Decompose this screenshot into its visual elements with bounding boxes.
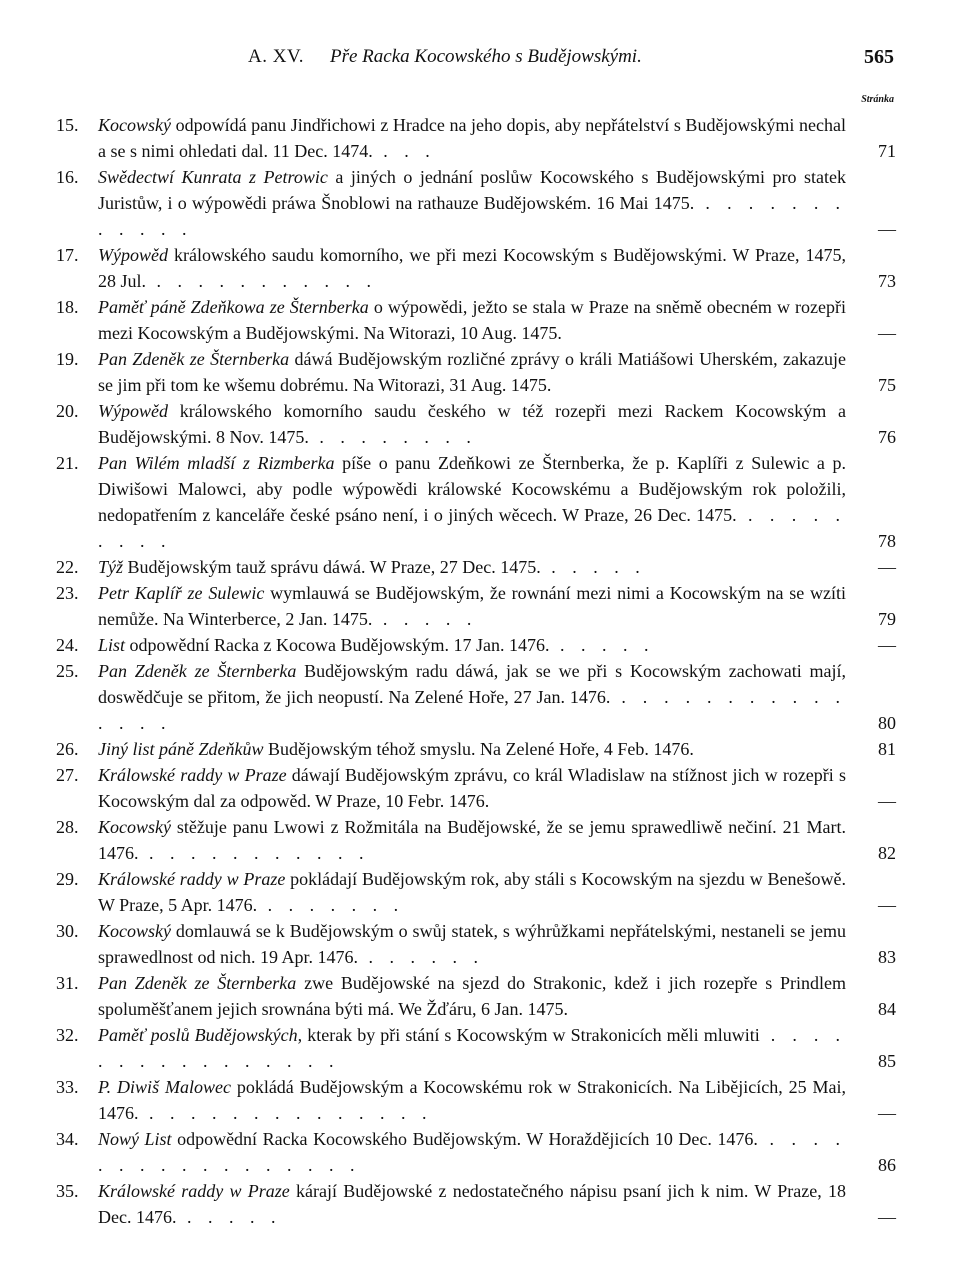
page-reference: 79 xyxy=(878,609,896,629)
page-reference: 84 xyxy=(878,999,896,1019)
page-reference: 76 xyxy=(878,427,896,447)
entry-description: stěžuje panu Lwowi z Rožmitála na Budějowské, že se jemu sprawedliwě nečiní. 21 Mart. 1476. xyxy=(98,817,846,863)
entry-text xyxy=(98,658,846,736)
page-reference: 86 xyxy=(878,1155,896,1175)
entry-description: kárají Budějowské z nedostatečného nápisu psaní jich k nim. W Praze, 18 Dec. 1476. xyxy=(98,1181,847,1227)
entry-text xyxy=(98,294,846,346)
entry-description: o wýpowědi, ježto se stala w Praze na sněmě obecném w rozepři mezi Kocowským a Budějowskými. Na Witorazi, 10 Aug. 1475. xyxy=(98,297,846,343)
page-reference: — xyxy=(878,1103,896,1123)
page-reference: — xyxy=(878,635,896,655)
list-item xyxy=(0,1022,960,1074)
list-item xyxy=(0,346,960,398)
entry-text xyxy=(98,866,846,918)
entry-text xyxy=(98,580,846,632)
list-item xyxy=(0,762,960,814)
page-reference: — xyxy=(878,1207,896,1227)
entry-description: Budějowským radu dáwá, jak se we při s Kocowským zachowati mají, doswědčuje se přitom, že jich neopustí. Na Zelené Hoře, 27 Jan. 1476. xyxy=(98,661,846,707)
list-item xyxy=(0,736,960,762)
entry-description: dáwá Budějowským rozličné zprávy o králi Matiášowi Uherském, zakazuje se jim při tom ke wšemu dobrému. Na Witorazi, 31 Aug. 1475. xyxy=(98,349,846,395)
entry-title: Nowý List xyxy=(98,1129,172,1149)
entry-description: píše o panu Zdeňkowi ze Šternberka, že p. Kaplíři z Sulewic a p. Diwišowi Malowci, aby podle wýpowědi králowské Kocowskému a Budějowským rok položili, nedopatřením z kanceláře české psáno není, i o jiných wěcech. W Praze, 26 Dec. 1475. xyxy=(98,453,846,525)
entry-title: Kocowský xyxy=(98,817,171,837)
page-reference: 82 xyxy=(878,843,896,863)
dot-leader: . . . . . . . . . . . . . . . xyxy=(98,687,847,733)
entry-description: odpowídá panu Jindřichowi z Hradce na jeho dopis, aby nepřátelství s Budějowskými nechal a se s nimi ohledati dal. 11 Dec. 1474. xyxy=(98,115,846,161)
entry-description: pokládají Budějowským rok, aby stáli s Kocowským na sjezdu w Benešowě. W Praze, 5 Apr. 1476. xyxy=(98,869,846,915)
entry-title: Swědectwí Kunrata z Petrowic xyxy=(98,167,328,187)
entry-description: domlauwá se k Budějowským o swůj statek, s wýhrůžkami nepřátelskými, nestaneli se jemu sprawedlnost od nich. 19 Apr. 1476. xyxy=(98,921,846,967)
entry-text xyxy=(98,1178,846,1230)
dot-leader: . . . . . xyxy=(372,609,478,629)
dot-leader: . . . . . . . xyxy=(257,895,405,915)
entry-title: Kocowský xyxy=(98,115,171,135)
entry-text xyxy=(98,632,846,658)
section-number: A. XV. xyxy=(248,46,304,67)
entry-number: 32. xyxy=(56,1025,79,1045)
dot-leader: . . . . . . . . . . . . . . xyxy=(138,1103,433,1123)
page-reference: 85 xyxy=(878,1051,896,1071)
entry-title: Paměť páně Zdeňkowa ze Šternberka xyxy=(98,297,369,317)
entry-description: wymlauwá se Budějowským, že rownání mezi nimi a Kocowským na se wzíti nemůže. Na Winterberce, 2 Jan. 1475. xyxy=(98,583,846,629)
entry-title: Králowské raddy w Praze xyxy=(98,765,287,785)
dot-leader: . . . . . . xyxy=(357,947,484,967)
entry-number: 33. xyxy=(56,1077,79,1097)
entry-number: 26. xyxy=(56,739,79,759)
entry-number: 28. xyxy=(56,817,79,837)
page-reference: 75 xyxy=(878,375,896,395)
list-item xyxy=(0,164,960,242)
entry-description: a jiných o jednání poslůw Kocowského s Budějowskými pro statek Juristůw, i o wýpowědi práwa Šnoblowi na rathauze Budějowském. 16 Mai 1475. xyxy=(98,167,846,213)
entry-text xyxy=(98,1022,846,1074)
dot-leader: . . . . . . . . . . . . . . . . xyxy=(98,1025,846,1071)
entry-title: Králowské raddy w Praze xyxy=(98,1181,290,1201)
entry-number: 15. xyxy=(56,115,79,135)
list-item xyxy=(0,658,960,736)
entry-number: 29. xyxy=(56,869,79,889)
list-item xyxy=(0,1178,960,1230)
entry-text xyxy=(98,1074,846,1126)
entry-number: 34. xyxy=(56,1129,79,1149)
entry-number: 27. xyxy=(56,765,79,785)
entry-text xyxy=(98,762,846,814)
page-reference: — xyxy=(878,895,896,915)
entry-text xyxy=(98,1126,846,1178)
entry-text xyxy=(98,242,846,294)
page-reference: — xyxy=(878,791,896,811)
entry-title: Kocowský xyxy=(98,921,171,941)
page-reference: 83 xyxy=(878,947,896,967)
entry-number: 17. xyxy=(56,245,79,265)
entry-title: Petr Kaplíř ze Sulewic xyxy=(98,583,265,603)
entry-description: zwe Budějowské na sjezd do Strakonic, kdež i jich rozepře s Prindlem spoluměšťanem jejich srownána býti má. We Žďáru, 6 Jan. 1475. xyxy=(98,973,847,1019)
running-head xyxy=(0,46,960,76)
entry-description: kterak by při stání s Kocowským w Strakonicích měli mluwiti xyxy=(302,1025,760,1045)
dot-leader: . . . . . xyxy=(540,557,646,577)
entry-description: odpowědní Racka Kocowského Budějowským. W Horaždějicích 10 Dec. 1476. xyxy=(171,1129,758,1149)
page-reference: 80 xyxy=(878,713,896,733)
dot-leader: . . . . . . . . . . . . xyxy=(98,193,846,239)
list-item xyxy=(0,398,960,450)
page-reference: 81 xyxy=(878,739,896,759)
entry-description: pokládá Budějowským a Kocowskému rok w Strakonicích. Na Libějicích, 25 Mai, 1476. xyxy=(98,1077,846,1123)
entry-number: 18. xyxy=(56,297,79,317)
entry-number: 30. xyxy=(56,921,79,941)
entry-text xyxy=(98,736,846,762)
list-item xyxy=(0,580,960,632)
list-item xyxy=(0,918,960,970)
entry-number: 24. xyxy=(56,635,79,655)
dot-leader: . . . . . . . . xyxy=(308,427,477,447)
dot-leader: . . . . . . . . . . . xyxy=(146,271,378,291)
list-item xyxy=(0,112,960,164)
list-item xyxy=(0,1074,960,1126)
list-item xyxy=(0,814,960,866)
page-reference: 78 xyxy=(878,531,896,551)
entry-text xyxy=(98,346,846,398)
entry-number: 35. xyxy=(56,1181,79,1201)
entry-number: 23. xyxy=(56,583,79,603)
entry-description: Budějowským téhož smyslu. Na Zelené Hoře, 4 Feb. 1476. xyxy=(263,739,694,759)
entry-text xyxy=(98,970,846,1022)
entry-title: List xyxy=(98,635,126,655)
dot-leader: . . . . . xyxy=(176,1207,282,1227)
entry-title: Paměť poslů Budějowských, xyxy=(98,1025,303,1045)
entry-text xyxy=(98,814,846,866)
entry-text xyxy=(98,398,846,450)
entry-title: Pan Zdeněk ze Šternberka xyxy=(98,349,290,369)
entry-description: Budějowským tauž správu dáwá. W Praze, 27 Dec. 1475. xyxy=(123,557,541,577)
entry-description: dáwají Budějowským zprávu, co král Wladislaw na stížnost jich w rozepři s Kocowským dal za odpowěd. W Praze, 10 Febr. 1476. xyxy=(98,765,846,811)
entry-title: Wýpowěd xyxy=(98,245,168,265)
entry-title: Týž xyxy=(98,557,124,577)
list-item xyxy=(0,970,960,1022)
entry-description: králowského saudu komorního, we při mezi Kocowským s Budějowskými. W Praze, 1475, 28 Jul. xyxy=(98,245,846,291)
entry-text xyxy=(98,164,846,242)
entry-number: 22. xyxy=(56,557,79,577)
entry-description: králowského komorního saudu českého w též rozepři mezi Rackem Kocowským a Budějowskými. 8 Nov. 1475. xyxy=(98,401,846,447)
entry-title: Králowské raddy w Praze xyxy=(98,869,286,889)
dot-leader: . . . . . . . . . xyxy=(98,505,847,551)
entry-description: odpowědní Racka z Kocowa Budějowským. 17 Jan. 1476. xyxy=(125,635,550,655)
page-reference: 73 xyxy=(878,271,896,291)
entry-list xyxy=(0,112,960,1230)
entry-number: 31. xyxy=(56,973,79,993)
entry-title: P. Diwiš Malowec xyxy=(98,1077,231,1097)
entry-text xyxy=(98,450,846,554)
page-reference: — xyxy=(878,219,896,239)
dot-leader: . . . . . . . . . . . xyxy=(138,843,370,863)
page-reference: — xyxy=(878,557,896,577)
list-item xyxy=(0,450,960,554)
entry-text xyxy=(98,554,846,580)
entry-title: Pan Wilém mladší z Rizmberka xyxy=(98,453,335,473)
page-reference: — xyxy=(878,323,896,343)
entry-title: Pan Zdeněk ze Šternberka xyxy=(98,973,297,993)
entry-text xyxy=(98,918,846,970)
entry-number: 19. xyxy=(56,349,79,369)
entry-title: Jiný list páně Zdeňkůw xyxy=(98,739,264,759)
dot-leader: . . . . . . . . . . . . . . . . . xyxy=(98,1129,846,1175)
list-item xyxy=(0,554,960,580)
page-number: 565 xyxy=(864,46,894,68)
list-item xyxy=(0,1126,960,1178)
entry-number: 20. xyxy=(56,401,79,421)
list-item xyxy=(0,866,960,918)
entry-number: 25. xyxy=(56,661,79,681)
running-title: Pře Racka Kocowského s Budějowskými. xyxy=(330,46,642,67)
entry-title: Pan Zdeněk ze Šternberka xyxy=(98,661,297,681)
list-item xyxy=(0,294,960,346)
dot-leader: . . . . . xyxy=(549,635,655,655)
dot-leader: . . . xyxy=(372,141,436,161)
list-item xyxy=(0,632,960,658)
page-column-label: Stránka xyxy=(861,94,894,105)
page-reference: 71 xyxy=(878,141,896,161)
list-item xyxy=(0,242,960,294)
entry-text xyxy=(98,112,846,164)
entry-title: Wýpowěd xyxy=(98,401,168,421)
entry-number: 21. xyxy=(56,453,79,473)
entry-number: 16. xyxy=(56,167,79,187)
